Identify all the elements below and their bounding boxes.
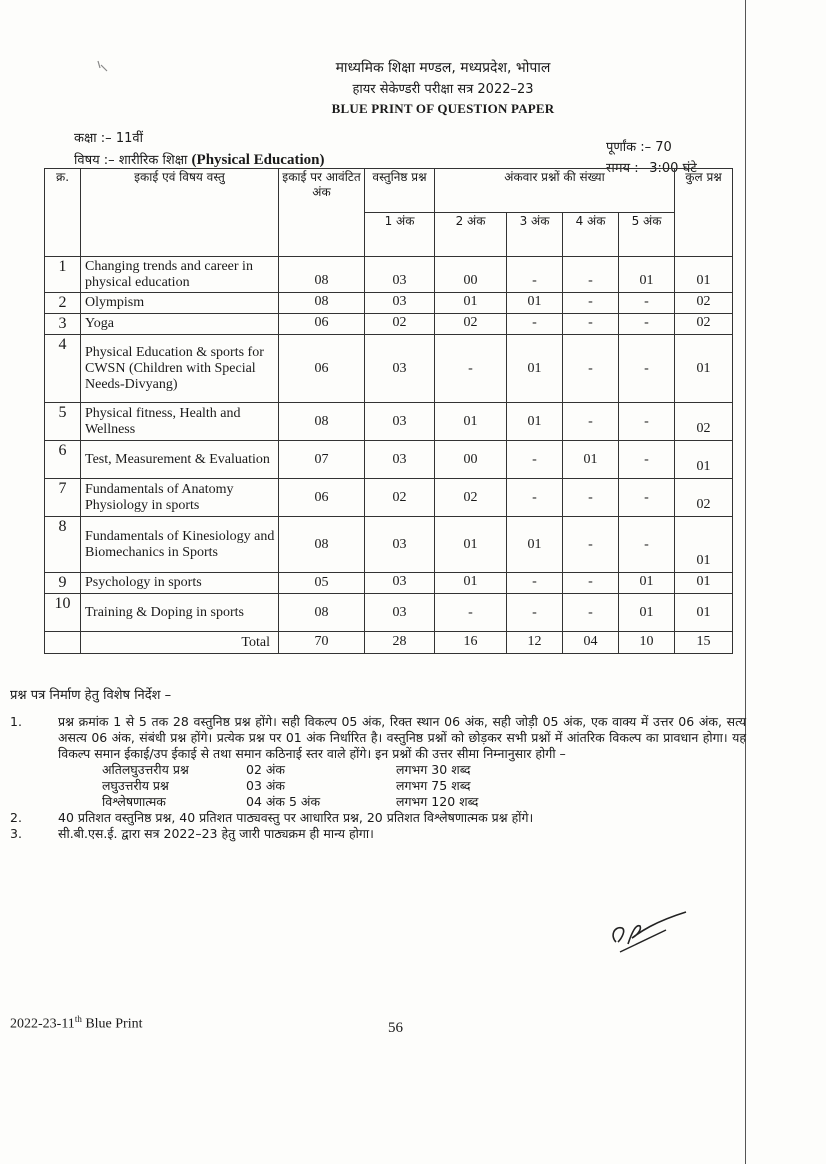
row-5-mark: - bbox=[619, 517, 675, 573]
subject-prefix: विषय :– शारीरिक शिक्षा bbox=[74, 153, 188, 168]
instruction-3 bbox=[10, 826, 746, 842]
row-total: 02 bbox=[675, 403, 733, 441]
page-margin-line bbox=[745, 0, 746, 1164]
limit-words: लगभग 75 शब्द bbox=[396, 778, 471, 793]
row-2-mark: 02 bbox=[435, 479, 507, 517]
row-4-mark: - bbox=[563, 314, 619, 335]
instruction-text: प्रश्न क्रमांक 1 से 5 तक 28 वस्तुनिष्ठ प्रश्न होंगे। सही विकल्प 05 अंक, रिक्त स्थान 06 अंक, सही जोड़ी 05 अंक, एक वाक्य में उत्तर 06 अंक, सत्य असत्य 06 अंक, संबंधी प्रश्न होंगे। प्रत्येक प्रश्न पर 01 अंक निर्धारित है। वस्तुनिष्ठ प्रश्नों को छोड़कर सभी प्रश्नों में आंतरिक विकल्प का प्रावधान होगा। यह विकल्प समान ईकाई/उप ईकाई से तथा समान कठिनाई स्तर वाले होंगे। इन प्रश्नों की उत्तर सीमा निम्नानुसार होगी – bbox=[58, 714, 746, 761]
table-row bbox=[45, 314, 733, 335]
row-unit: Fundamentals of Kinesiology and Biomechanics in Sports bbox=[81, 517, 279, 573]
header-objective: वस्तुनिष्ठ प्रश्न bbox=[365, 169, 435, 213]
total-2-mark: 16 bbox=[435, 632, 507, 654]
row-4-mark: 01 bbox=[563, 441, 619, 479]
row-5-mark: 01 bbox=[619, 573, 675, 594]
row-4-mark: - bbox=[563, 257, 619, 293]
row-sn: 3 bbox=[45, 314, 81, 335]
row-sn: 7 bbox=[45, 479, 81, 517]
total-label: Total bbox=[81, 632, 279, 654]
row-sn: 1 bbox=[45, 257, 81, 293]
table-row bbox=[45, 479, 733, 517]
instructions-section bbox=[10, 688, 746, 842]
row-unit: Training & Doping in sports bbox=[81, 594, 279, 632]
instruction-1 bbox=[10, 714, 746, 762]
instruction-text: सी.बी.एस.ई. द्वारा सत्र 2022–23 हेतु जारी पाठ्यक्रम ही मान्य होगा। bbox=[58, 826, 374, 841]
row-total: 01 bbox=[675, 441, 733, 479]
table-row bbox=[45, 594, 733, 632]
row-5-mark: 01 bbox=[619, 257, 675, 293]
row-1-mark: 02 bbox=[365, 479, 435, 517]
row-sn: 4 bbox=[45, 335, 81, 403]
limit-row bbox=[10, 794, 746, 810]
row-2-mark: - bbox=[435, 335, 507, 403]
row-total: 02 bbox=[675, 479, 733, 517]
row-3-mark: - bbox=[507, 573, 563, 594]
total-4-mark: 04 bbox=[563, 632, 619, 654]
row-allotted: 08 bbox=[279, 517, 365, 573]
row-1-mark: 02 bbox=[365, 314, 435, 335]
row-4-mark: - bbox=[563, 479, 619, 517]
total-sn-cell bbox=[45, 632, 81, 654]
exam-time: समय :– 3:00 घंटे bbox=[606, 161, 697, 176]
board-name: माध्यमिक शिक्षा मण्डल, मध्यप्रदेश, भोपाल bbox=[335, 60, 551, 76]
header-markwise: अंकवार प्रश्नों की संख्या bbox=[435, 169, 675, 213]
row-sn: 8 bbox=[45, 517, 81, 573]
footer-code bbox=[10, 1014, 143, 1033]
row-allotted: 05 bbox=[279, 573, 365, 594]
limit-marks: 03 अंक bbox=[246, 778, 286, 793]
footer-suffix: Blue Print bbox=[81, 1016, 143, 1032]
document-title: BLUE PRINT OF QUESTION PAPER bbox=[331, 101, 555, 116]
table-row bbox=[45, 335, 733, 403]
row-allotted: 06 bbox=[279, 314, 365, 335]
row-allotted: 08 bbox=[279, 594, 365, 632]
total-allotted: 70 bbox=[279, 632, 365, 654]
table-row bbox=[45, 403, 733, 441]
row-2-mark: 01 bbox=[435, 293, 507, 314]
instruction-number: 1. bbox=[10, 714, 22, 729]
row-2-mark: 00 bbox=[435, 441, 507, 479]
instruction-2 bbox=[10, 810, 746, 826]
total-questions: 15 bbox=[675, 632, 733, 654]
row-allotted: 07 bbox=[279, 441, 365, 479]
row-total: 01 bbox=[675, 335, 733, 403]
row-1-mark: 03 bbox=[365, 517, 435, 573]
row-1-mark: 03 bbox=[365, 257, 435, 293]
subject-label bbox=[74, 150, 324, 169]
row-1-mark: 03 bbox=[365, 335, 435, 403]
row-2-mark: 02 bbox=[435, 314, 507, 335]
header-allotted: इकाई पर आवंटित अंक bbox=[279, 169, 365, 257]
row-2-mark: 01 bbox=[435, 403, 507, 441]
class-label: कक्षा :– 11वीं bbox=[74, 131, 143, 146]
row-5-mark: 01 bbox=[619, 594, 675, 632]
row-5-mark: - bbox=[619, 293, 675, 314]
row-allotted: 06 bbox=[279, 335, 365, 403]
row-3-mark: - bbox=[507, 441, 563, 479]
total-3-mark: 12 bbox=[507, 632, 563, 654]
row-total: 01 bbox=[675, 573, 733, 594]
instructions-heading: प्रश्न पत्र निर्माण हेतु विशेष निर्देश – bbox=[10, 688, 172, 703]
row-unit: Changing trends and career in physical education bbox=[81, 257, 279, 293]
row-1-mark: 03 bbox=[365, 573, 435, 594]
row-total: 01 bbox=[675, 257, 733, 293]
row-sn: 5 bbox=[45, 403, 81, 441]
header-total-questions: कुल प्रश्न bbox=[675, 169, 733, 257]
instruction-text: 40 प्रतिशत वस्तुनिष्ठ प्रश्न, 40 प्रतिशत पाठ्यवस्तु पर आधारित प्रश्न, 20 प्रतिशत विश्लेषणात्मक प्रश्न होंगे। bbox=[58, 810, 534, 825]
row-1-mark: 03 bbox=[365, 293, 435, 314]
row-3-mark: - bbox=[507, 314, 563, 335]
total-1-mark: 28 bbox=[365, 632, 435, 654]
row-1-mark: 03 bbox=[365, 441, 435, 479]
row-sn: 9 bbox=[45, 573, 81, 594]
row-unit: Olympism bbox=[81, 293, 279, 314]
blueprint-table bbox=[44, 168, 733, 654]
row-4-mark: - bbox=[563, 335, 619, 403]
footer-code-text: 2022-23-11 bbox=[10, 1016, 75, 1032]
header-4-mark: 4 अंक bbox=[563, 213, 619, 257]
row-sn: 2 bbox=[45, 293, 81, 314]
row-5-mark: - bbox=[619, 441, 675, 479]
table-row bbox=[45, 293, 733, 314]
row-2-mark: 01 bbox=[435, 517, 507, 573]
table-row bbox=[45, 441, 733, 479]
row-4-mark: - bbox=[563, 293, 619, 314]
row-5-mark: - bbox=[619, 479, 675, 517]
footer-superscript: th bbox=[74, 1014, 82, 1024]
row-total: 01 bbox=[675, 594, 733, 632]
row-2-mark: - bbox=[435, 594, 507, 632]
row-unit: Physical fitness, Health and Wellness bbox=[81, 403, 279, 441]
row-sn: 6 bbox=[45, 441, 81, 479]
row-allotted: 08 bbox=[279, 293, 365, 314]
limit-row bbox=[10, 762, 746, 778]
limit-row bbox=[10, 778, 746, 794]
table-row bbox=[45, 573, 733, 594]
row-total: 01 bbox=[675, 517, 733, 573]
instruction-number: 3. bbox=[10, 826, 22, 841]
row-unit: Physical Education & sports for CWSN (Children with Special Needs-Divyang) bbox=[81, 335, 279, 403]
row-1-mark: 03 bbox=[365, 403, 435, 441]
limit-type: लघुउत्तरीय प्रश्न bbox=[102, 778, 169, 793]
page-number: 56 bbox=[388, 1020, 403, 1036]
limit-type: विश्लेषणात्मक bbox=[102, 794, 166, 809]
row-3-mark: - bbox=[507, 594, 563, 632]
instruction-number: 2. bbox=[10, 810, 22, 825]
row-2-mark: 00 bbox=[435, 257, 507, 293]
signature-mark bbox=[606, 902, 696, 962]
limit-words: लगभग 30 शब्द bbox=[396, 762, 471, 777]
row-allotted: 08 bbox=[279, 257, 365, 293]
row-3-mark: 01 bbox=[507, 517, 563, 573]
total-5-mark: 10 bbox=[619, 632, 675, 654]
row-5-mark: - bbox=[619, 335, 675, 403]
row-5-mark: - bbox=[619, 314, 675, 335]
row-3-mark: 01 bbox=[507, 335, 563, 403]
document-header bbox=[0, 58, 826, 117]
max-marks: पूर्णांक :– 70 bbox=[606, 140, 672, 155]
row-3-mark: - bbox=[507, 257, 563, 293]
row-4-mark: - bbox=[563, 594, 619, 632]
header-sn: क्र. bbox=[45, 169, 81, 257]
row-3-mark: 01 bbox=[507, 403, 563, 441]
row-sn: 10 bbox=[45, 594, 81, 632]
limit-words: लगभग 120 शब्द bbox=[396, 794, 479, 809]
header-1-mark: 1 अंक bbox=[365, 213, 435, 257]
row-5-mark: - bbox=[619, 403, 675, 441]
row-allotted: 06 bbox=[279, 479, 365, 517]
header-unit: इकाई एवं विषय वस्तु bbox=[81, 169, 279, 257]
table-row bbox=[45, 517, 733, 573]
header-5-mark: 5 अंक bbox=[619, 213, 675, 257]
row-4-mark: - bbox=[563, 403, 619, 441]
header-3-mark: 3 अंक bbox=[507, 213, 563, 257]
row-3-mark: - bbox=[507, 479, 563, 517]
row-1-mark: 03 bbox=[365, 594, 435, 632]
row-unit: Yoga bbox=[81, 314, 279, 335]
limit-type: अतिलघुउत्तरीय प्रश्न bbox=[102, 762, 189, 777]
row-4-mark: - bbox=[563, 517, 619, 573]
table-row bbox=[45, 257, 733, 293]
row-unit: Test, Measurement & Evaluation bbox=[81, 441, 279, 479]
row-total: 02 bbox=[675, 314, 733, 335]
row-2-mark: 01 bbox=[435, 573, 507, 594]
limit-marks: 02 अंक bbox=[246, 762, 286, 777]
exam-session: हायर सेकेण्डरी परीक्षा सत्र 2022–23 bbox=[352, 82, 534, 97]
subject-english: (Physical Education) bbox=[191, 152, 325, 168]
limit-marks: 04 अंक 5 अंक bbox=[246, 794, 321, 809]
row-allotted: 08 bbox=[279, 403, 365, 441]
total-row bbox=[45, 632, 733, 654]
header-2-mark: 2 अंक bbox=[435, 213, 507, 257]
row-4-mark: - bbox=[563, 573, 619, 594]
row-total: 02 bbox=[675, 293, 733, 314]
row-unit: Fundamentals of Anatomy Physiology in sports bbox=[81, 479, 279, 517]
row-3-mark: 01 bbox=[507, 293, 563, 314]
row-unit: Psychology in sports bbox=[81, 573, 279, 594]
